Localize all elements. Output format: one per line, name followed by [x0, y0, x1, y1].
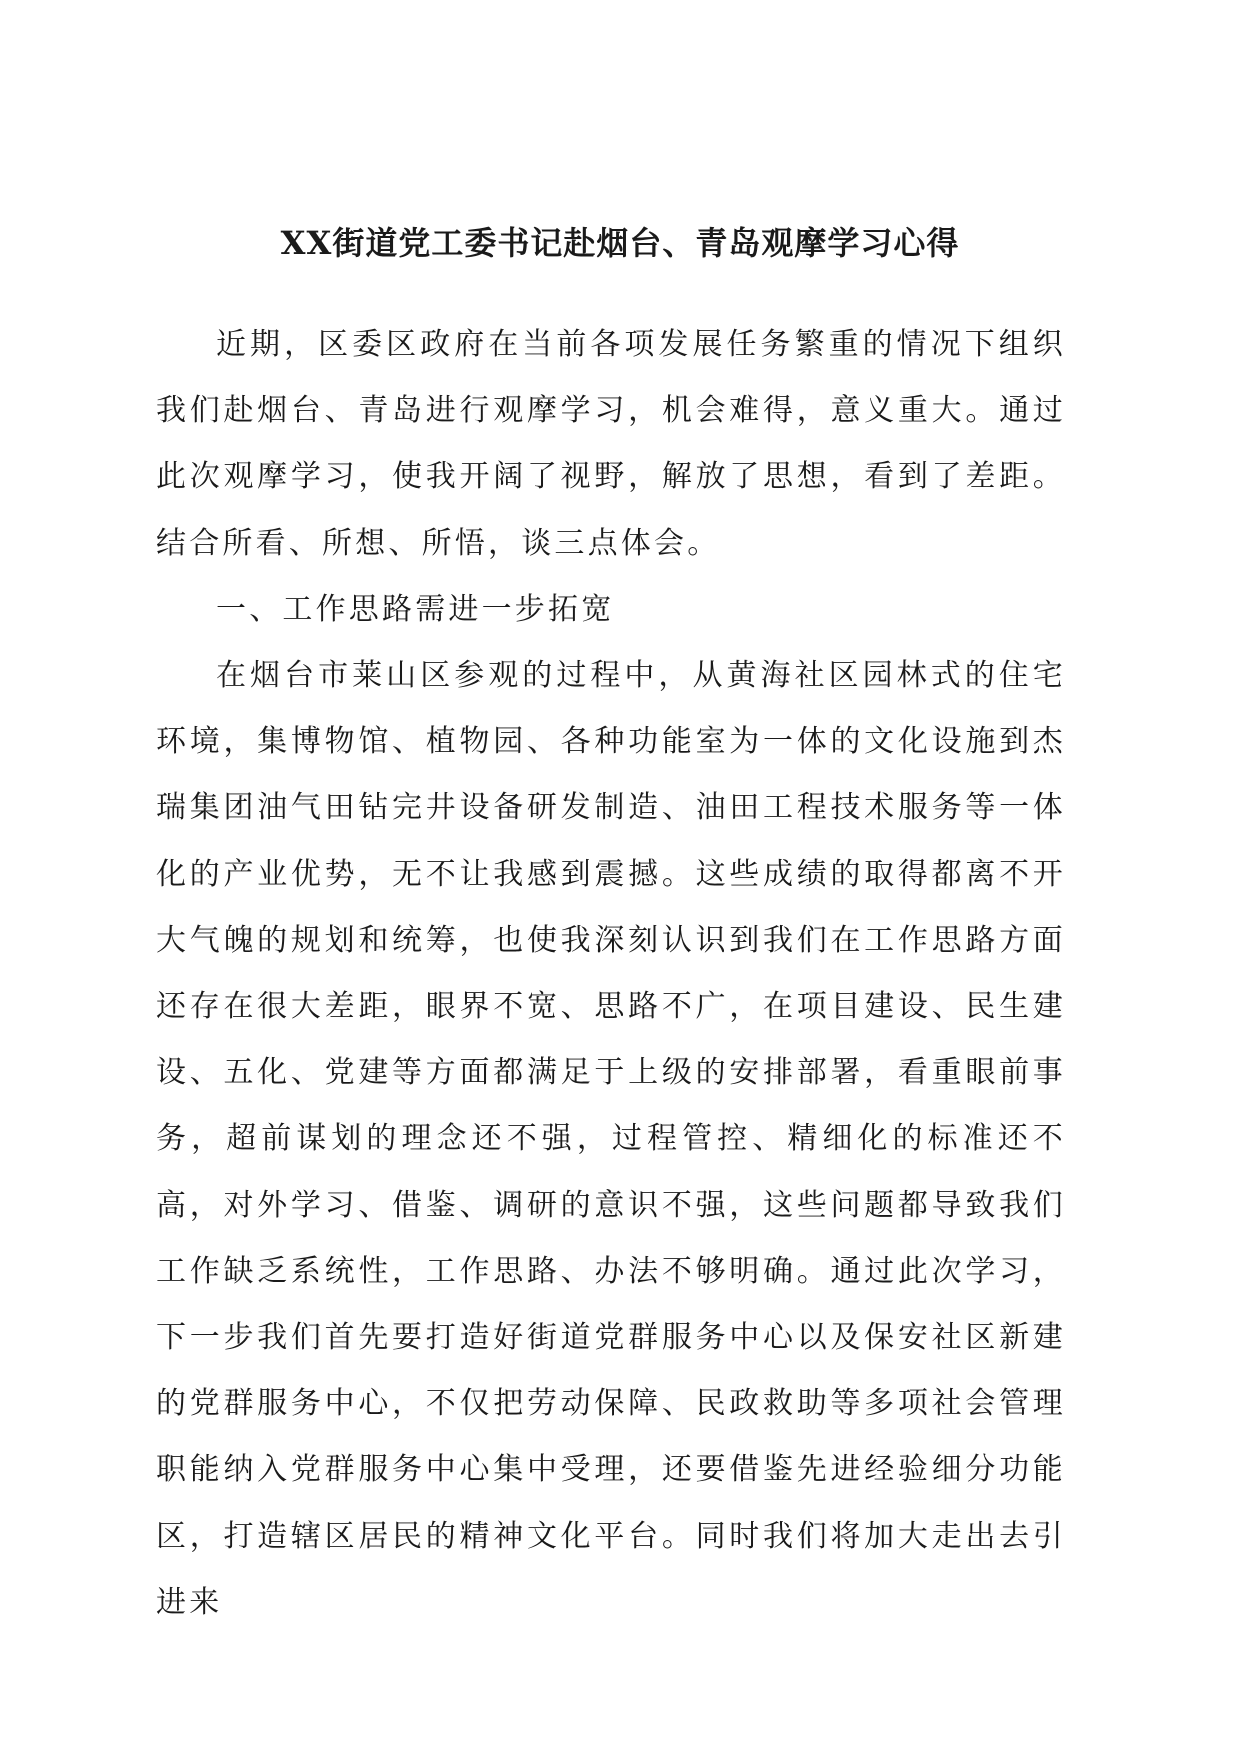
section-heading-1: 一、工作思路需进一步拓宽	[216, 591, 615, 627]
paragraph-section-1: 在烟台市莱山区参观的过程中，从黄海社区园林式的住宅环境，集博物馆、植物园、各种功能室为一体的文化设施到杰瑞集团油气田钻完井设备研发制造、油田工程技术服务等一体化的产业优势，无不让我感到震撼。这些成绩的取得都离不开大气魄的规划和统筹，也使我深刻认识到我们在工作思路方面还存在很大差距，眼界不宽、思路不广，在项目建设、民生建设、五化、党建等方面都满足于上级的安排部署，看重眼前事务，超前谋划的理念还不强，过程管控、精细化的标准还不高，对外学习、借鉴、调研的意识不强，这些问题都导致我们工作缺乏系统性，工作思路、办法不够明确。通过此次学习，下一步我们首先要打造好街道党群服务中心以及保安社区新建的党群服务中心，不仅把劳动保障、民政救助等多项社会管理职能纳入党群服务中心集中受理，还要借鉴先进经验细分功能区，打造辖区居民的精神文化平台。同时我们将加大走出去引进来	[156, 658, 1066, 1620]
document-title: XX街道党工委书记赴烟台、青岛观摩学习心得	[280, 224, 960, 262]
document-body	[156, 312, 1066, 1636]
paragraph-intro: 近期，区委区政府在当前各项发展任务繁重的情况下组织我们赴烟台、青岛进行观摩学习，机会难得，意义重大。通过此次观摩学习，使我开阔了视野，解放了思想，看到了差距。结合所看、所想、所悟，谈三点体会。	[156, 327, 1066, 561]
